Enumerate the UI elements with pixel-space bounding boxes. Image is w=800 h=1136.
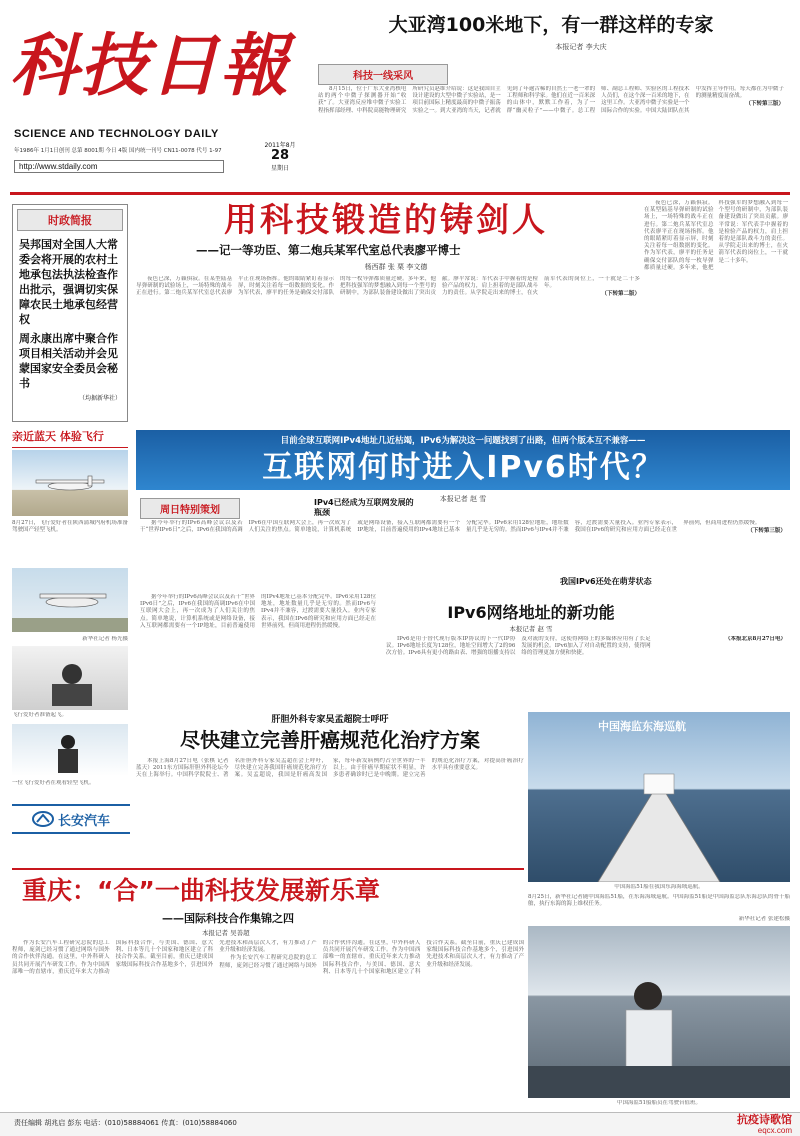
ipv6-headline: 互联网何时进入IPv6时代？ [262,450,664,485]
masthead-divider [10,192,790,195]
ipv6-new-headline: IPv6网络地址的新功能 [447,603,615,622]
masthead-title: 科技日報 [10,26,291,106]
chongqing-story [12,872,524,1112]
aviation-caption-2: 飞行爱好者准备起飞。 [12,712,68,718]
ad-brand: 长安汽车 [57,813,110,829]
changan-ad[interactable] [12,804,130,834]
aviation-photo-3 [12,646,128,710]
plane-icon [12,450,128,516]
lead-story-headline: 用科技锻造的铸剑人 [224,200,548,239]
watermark-text: 抗疫诗歌馆 [737,1113,792,1126]
aviation-photo-4 [12,724,128,776]
ipv6-new-body: IPv6是用于替代现行版本IP协议的下一代IP协议。IPv6地址长度为128位，地址空间增大了2的96次方倍。IPv6具有更小的路由表、增强的组播支持以及对流的支持，这使得网络上的多媒体应用有了长足发展的机会。IPv6加入了对自动配置的支持，使得网络的管理更加方便和快捷。 （本报北京8月27日电） [386,636,786,657]
aviation-photo-1 [12,450,128,516]
lead-story-body: 夜色已深，万籁俱寂。在某型陆基导弹研制的试验场上，一场特殊的战斗正在进行。第二炮兵某军代室总代表廖平正在现场指挥。他的眼睛紧盯着显示屏，时刻关注着每一组数据的变化。作为军代表，廖平的任务是确保交付部队的每一枚导弹都质量过硬。多年来，他把科技强军的梦想融入到每一个型号的研制中，为部队装备建设做出了突出贡献。廖平常说：军代表手中握着的是检验产品的权力，肩上担着的是部队战斗力的责任。从学院走出来的博士，在火箭军代表的岗位上，一干就是二十多年。 （下转第二版） [136,276,640,298]
ipv6-tag: 周日特别策划 [140,498,240,519]
ipv6-new-byline: 本报记者 赵 雪 [509,625,553,633]
crew-icon [528,926,790,1098]
liver-headline: 尽快建立完善肝癌规范化治疗方案 [180,728,480,752]
plane-takeoff-icon [12,568,128,632]
ship-photo-1 [528,712,790,882]
chongqing-headline: 重庆：“合”一曲科技发展新乐章 [22,876,380,905]
person-icon [12,724,128,776]
ipv6-body: 据今年举行的IPv6高峰会议以及若干“世界IPv6日”之后，IPv6在我国的高调IPv6在中国互联网大会上，再一次成为了人们关注的焦点。简单地说，计算机系统或是网络设备，接入互联网都需要有一个IP地址，目前普遍使用的IPv4地址已基本分配完毕。IPv6采用128位地址，地址数量几乎是无穷的。然而IPv6与IPv4并不兼容，过渡需要大量投入。业内专家表示，我国在IPv6的研究和应用方面已经走在世界前列，但商用进程仍然缓慢。 （下转第三版） [140,520,786,535]
ship-caption-1: 中国海监51船在我国东海海域巡航。 [614,884,704,890]
chongqing-byline: 本报记者 吴善超 [202,929,250,937]
ship-caption-3: 中国海监51船船员在驾驶台值班。 [617,1100,701,1106]
footer-watermark [737,1113,792,1135]
top-story [312,8,790,186]
aviation-caption-1: 8月27日，飞行爱好者在陕西蒲城内府机场准备驾驶国产轻型飞机。 [12,520,128,534]
ipv6-subhead-2: 我国IPv6还处在萌芽状态 [560,577,652,586]
ipv6-byline: 本报记者 赵 雪 [439,495,487,503]
aviation-credit: 新华社记者 杨光摄 [82,636,128,642]
lead-story [136,200,790,424]
chongqing-divider [12,868,524,870]
top-story-byline: 本报记者 李大庆 [555,43,607,51]
lead-story-byline: 杨西群 张 栗 李文德 [364,263,428,271]
chongqing-body: 作为长安汽车工程研究总院的总工程师，庞剑已经习惯了通过网络与国外的合作伙伴沟通。在这里，中外科研人员共同开展汽车研发工作。作为中国西部唯一的直辖市，重庆近年来大力推动国际科技合作，与美国、德国、意大利、日本等几十个国家和地区建立了科技合作关系。截至目前，重庆已建成国家级国际科技合作基地多个，引进国外先进技术和高层次人才，有力推动了产业升级和经济发展。 作为长安汽车工程研究总院的总工程师，庞剑已经习惯了通过网络与国外的合作伙伴沟通。在这里，中外科研人员共同开展汽车研发工作。作为中国西部唯一的直辖市，重庆近年来大力推动国际科技合作，与美国、德国、意大利、日本等几十个国家和地区建立了科技合作关系。截至目前，重庆已建成国家级国际科技合作基地多个，引进国外先进技术和高层次人才，有力推动了产业升级和经济发展。 [12,940,524,975]
ipv6-banner [136,430,790,490]
brief-item-2: 周永康出席中聚合作项目相关活动并会见蒙国家安全委员会秘书 [19,332,118,390]
briefs-note: （均据新华社） [78,395,121,402]
ipv6-feature [136,430,790,710]
ship-caption-2: 8月25日，新华社记者随中国海监51船，在东海海域巡航。中国海监51船是中国海监总队东海总队的骨干船舶，执行东海的海上维权任务。 [528,894,790,908]
lead-story-body-side: 夜色已深，万籁俱寂。在某型陆基导弹研制的试验场上，一场特殊的战斗正在进行。第二炮兵某军代室总代表廖平正在现场指挥。他的眼睛紧盯着显示屏，时刻关注着每一组数据的变化。作为军代表，廖平的任务是确保交付部队的每一枚导弹都质量过硬。多年来，他把科技强军的梦想融入到每一个型号的研制中，为部队装备建设做出了突出贡献。廖平常说：军代表手中握着的是检验产品的权力，肩上担着的是部队战斗力的责任。从学院走出来的博士，在火箭军代表的岗位上，一干就是二十多年。 [644,200,788,271]
ship-credit: 新华社记者 张建松摄 [738,916,790,922]
briefs-box [12,204,128,422]
top-story-body: 8月15日，位于广东大亚湾核电站的两个中微子探测器开始“收获”了。大亚湾反应堆中微子实验工程指挥部经理、中科院高能物理研究所研究员赵维介绍说：这是我国自主设计建设的大型中微子实验站，是一项目前国际上精度最高的中微子振荡实验之一。到大亚湾的当天，记者就见到了年逾古稀的自然王一老一辈的工程师和科学家。他们在近一百米深的山体中，默默工作着，为了一群“幽灵粒子”——中微子。总工程师、副总工程师、实验区的工程技术人员们，在这个深一百米的地下，在这里工作。大亚湾中微子实验是一个国际合作的实验。中国大陆团队在其中发挥主导作用。每天都在为中微子的测量精度而奋战。 （下转第三版） [318,86,784,114]
watermark-url: eqcx.com [757,1126,792,1135]
liver-body: 本报上海8月27日电（张棋 记者 蓝天）2011东方国际肝胆外科论坛今天在上海举行。中国科学院院士、著名肝胆外科专家吴孟超在会上呼吁，尽快建立完善我国肝癌规范化治疗方案。吴孟超说，我国是肝癌高发国家，每年新发病例约占全世界的一半以上。由于肝癌早期症状不明显，许多患者确诊时已是中晚期。建立完善的规范化治疗方案，对提高肝癌治疗水平具有重要意义。 [136,758,524,779]
masthead-year-month: 2011年8月 [264,142,296,149]
aviation-caption-3: 一位飞行爱好者在观看轻型飞机。 [12,780,95,786]
footer [0,1112,800,1136]
masthead-english: SCIENCE AND TECHNOLOGY DAILY [14,128,219,140]
ipv6-body-lower: 据今年举行的IPv6高峰会议以及若干“世界IPv6日”之后，IPv6在我国的高调IPv6在中国互联网大会上，再一次成为了人们关注的焦点。简单地说，计算机系统或是网络设备，接入互联网都需要有一个IP地址，目前普遍使用的IPv4地址已基本分配完毕。IPv6采用128位地址，地址数量几乎是无穷的。然而IPv6与IPv4并不兼容，过渡需要大量投入。业内专家表示，我国在IPv6的研究和应用方面已经走在世界前列，但商用进程仍然缓慢。 [140,594,376,629]
changan-logo-icon [32,811,54,827]
ship-title: 中国海监东海巡航 [598,720,686,733]
aviation-feature [12,428,128,798]
masthead-day: 28 [270,148,290,163]
aviation-title: 亲近蓝天 体验飞行 [12,428,128,448]
lead-story-subhead: ——记一等功臣、第二炮兵某军代室总代表廖平博士 [196,243,461,257]
footer-text: 责任编辑 胡兆启 彭东 电话：(010)58884061 传真：(010)58884060 [14,1119,237,1127]
top-story-headline: 大亚湾100米地下，有一群这样的专家 [388,14,714,36]
masthead-website[interactable]: http://www.stdaily.com [14,160,224,173]
ipv6-kicker: 目前全球互联网IPv4地址几近枯竭，IPv6为解决这一问题找到了出路，但两个版本互不兼容—— [280,436,646,446]
masthead-date-box [250,140,310,172]
briefs-title: 时政简报 [17,209,123,231]
aviation-photo-2 [12,568,128,632]
masthead-weekday: 星期日 [270,165,289,172]
ipv6-subhead-1: IPv4已经成为互联网发展的瓶颈 [314,498,414,517]
top-story-column-tag: 科技一线采风 [318,64,448,85]
liver-kicker: 肝胆外科专家吴孟超院士呼吁 [271,715,389,725]
ship-photo-2 [528,926,790,1098]
brief-item-1: 吴邦国对全国人大常委会将开展的农村土地承包法执法检查作出批示，强调切实保障农民土地承包经营权 [19,238,118,326]
masthead-info: 年1986年 1月1日创刊 总第 8001期 今日 4版 国内统一刊号 CN11-0078 代号 1-97 [14,148,222,154]
liver-story [136,712,524,866]
ship-icon [528,712,790,882]
cockpit-icon [12,646,128,710]
masthead [10,6,310,196]
ship-feature [528,712,790,1108]
chongqing-subhead: ——国际科技合作集锦之四 [162,912,294,925]
